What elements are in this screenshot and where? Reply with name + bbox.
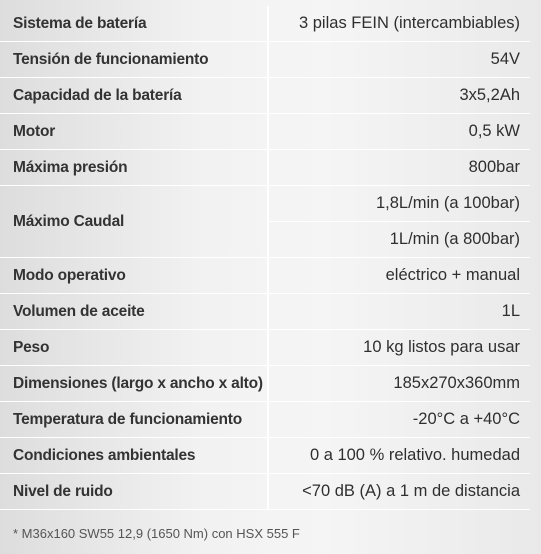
spec-row-max-flow (0, 186, 530, 222)
spec-row-battery-system (0, 6, 530, 42)
spec-value: 3 pilas FEIN (intercambiables) (268, 6, 530, 42)
spec-value: 3x5,2Ah (268, 78, 530, 114)
spec-row-weight (0, 330, 530, 366)
footnote: * M36x160 SW55 12,9 (1650 Nm) con HSX 555 F (13, 526, 300, 541)
spec-row-oil-volume (0, 294, 530, 330)
spec-row-operating-temperature (0, 402, 530, 438)
spec-value: eléctrico + manual (268, 258, 530, 294)
spec-label: Modo operativo (0, 258, 268, 294)
spec-value: 0 a 100 % relativo. humedad (268, 438, 530, 474)
spec-row-motor (0, 114, 530, 150)
specifications-table (0, 6, 530, 510)
spec-value: 1,8L/min (a 100bar) (268, 186, 530, 222)
spec-value: 1L (268, 294, 530, 330)
spec-row-operating-mode (0, 258, 530, 294)
spec-label: Temperatura de funcionamiento (0, 402, 268, 438)
spec-row-max-pressure (0, 150, 530, 186)
spec-label: Volumen de aceite (0, 294, 268, 330)
spec-label: Capacidad de la batería (0, 78, 268, 114)
spec-value: 0,5 kW (268, 114, 530, 150)
spec-label: Peso (0, 330, 268, 366)
spec-label: Dimensiones (largo x ancho x alto) (0, 366, 268, 402)
spec-row-noise-level (0, 474, 530, 510)
spec-value: -20°C a +40°C (268, 402, 530, 438)
spec-row-operating-voltage (0, 42, 530, 78)
spec-row-battery-capacity (0, 78, 530, 114)
spec-row-ambient-conditions (0, 438, 530, 474)
spec-label: Máxima presión (0, 150, 268, 186)
spec-label: Condiciones ambientales (0, 438, 268, 474)
spec-label: Sistema de batería (0, 6, 268, 42)
spec-value: <70 dB (A) a 1 m de distancia (268, 474, 530, 510)
spec-value: 800bar (268, 150, 530, 186)
spec-value: 185x270x360mm (268, 366, 530, 402)
spec-label: Máximo Caudal (0, 186, 268, 258)
spec-value: 54V (268, 42, 530, 78)
spec-label: Motor (0, 114, 268, 150)
spec-value: 1L/min (a 800bar) (268, 222, 530, 258)
spec-label: Nivel de ruido (0, 474, 268, 510)
spec-label: Tensión de funcionamiento (0, 42, 268, 78)
spec-value: 10 kg listos para usar (268, 330, 530, 366)
spec-row-dimensions (0, 366, 530, 402)
